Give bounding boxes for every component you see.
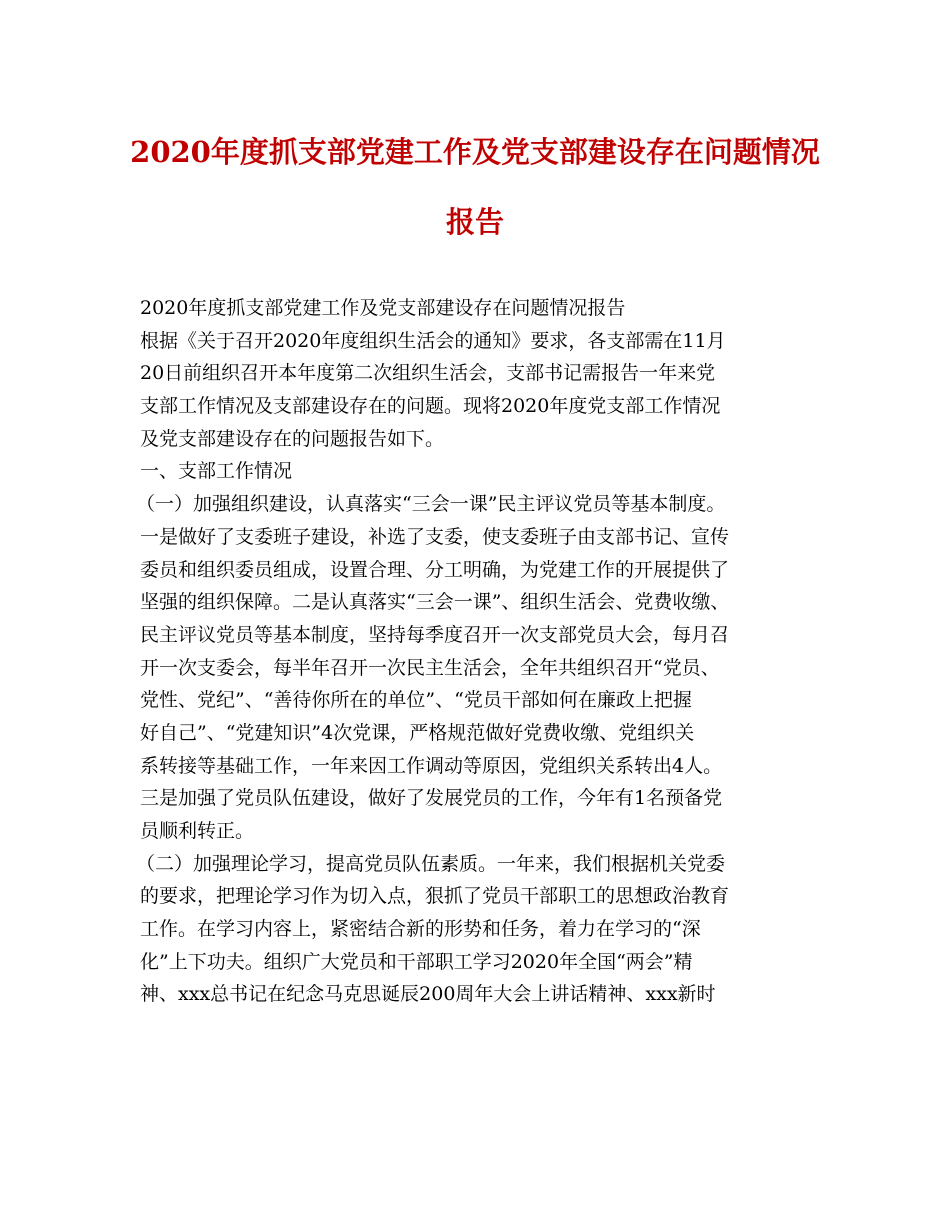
body-line: 委员和组织委员组成，设置合理、分工明确，为党建工作的开展提供了 [140,558,730,581]
body-line: 的要求，把理论学习作为切入点，狠抓了党员干部职工的思想政治教育 [140,885,730,908]
body-line: 党性、党纪”、“善待你所在的单位”、“党员干部如何在廉政上把握 [140,689,692,712]
body-line: 工作。在学习内容上，紧密结合新的形势和任务，着力在学习的“深 [140,918,701,941]
body-line: 20日前组织召开本年度第二次组织生活会，支部书记需报告一年来党 [140,362,716,385]
body-line: 系转接等基础工作，一年来因工作调动等原因，党组织关系转出4人。 [140,754,723,777]
body-line: 开一次支委会，每半年召开一次民主生活会，全年共组织召开“党员、 [140,656,720,679]
body-line: 一是做好了支委班子建设，补选了支委，使支委班子由支部书记、宣传 [140,525,730,548]
body-line: 及党支部建设存在的问题报告如下。 [140,427,445,450]
body-line: 三是加强了党员队伍建设，做好了发展党员的工作，今年有1名预备党 [140,787,723,810]
document-title-line-2: 报告 [445,205,504,239]
document-body [136,292,830,1011]
subsection-heading: （二）加强理论学习，提高党员队伍素质。一年来，我们根据机关党委 [136,852,726,875]
body-line: 支部工作情况及支部建设存在的问题。现将2020年度党支部工作情况 [140,395,721,418]
body-line: 2020年度抓支部党建工作及党支部建设存在问题情况报告 [140,297,626,319]
subsection-heading: （一）加强组织建设，认真落实“三会一课”民主评议党员等基本制度。 [136,493,726,516]
body-line: 好自己”、“党建知识”4次党课，严格规范做好党费收缴、党组织关 [140,721,695,744]
body-line: 坚强的组织保障。二是认真落实“三会一课”、组织生活会、党费收缴、 [140,591,730,614]
body-line: 神、xxx总书记在纪念马克思诞辰200周年大会上讲话精神、xxx新时 [140,983,716,1006]
body-line: 根据《关于召开2020年度组织生活会的通知》要求，各支部需在11月 [140,329,726,352]
document-title-line-1: 2020年度抓支部党建工作及党支部建设存在问题情况 [130,135,820,169]
body-line: 化”上下功夫。组织广大党员和干部职工学习2020年全国“两会”精 [140,950,693,973]
body-line: 员顺利转正。 [140,820,255,842]
section-heading: 一、支部工作情况 [140,460,293,483]
body-line: 民主评议党员等基本制度，坚持每季度召开一次支部党员大会，每月召 [140,623,730,646]
